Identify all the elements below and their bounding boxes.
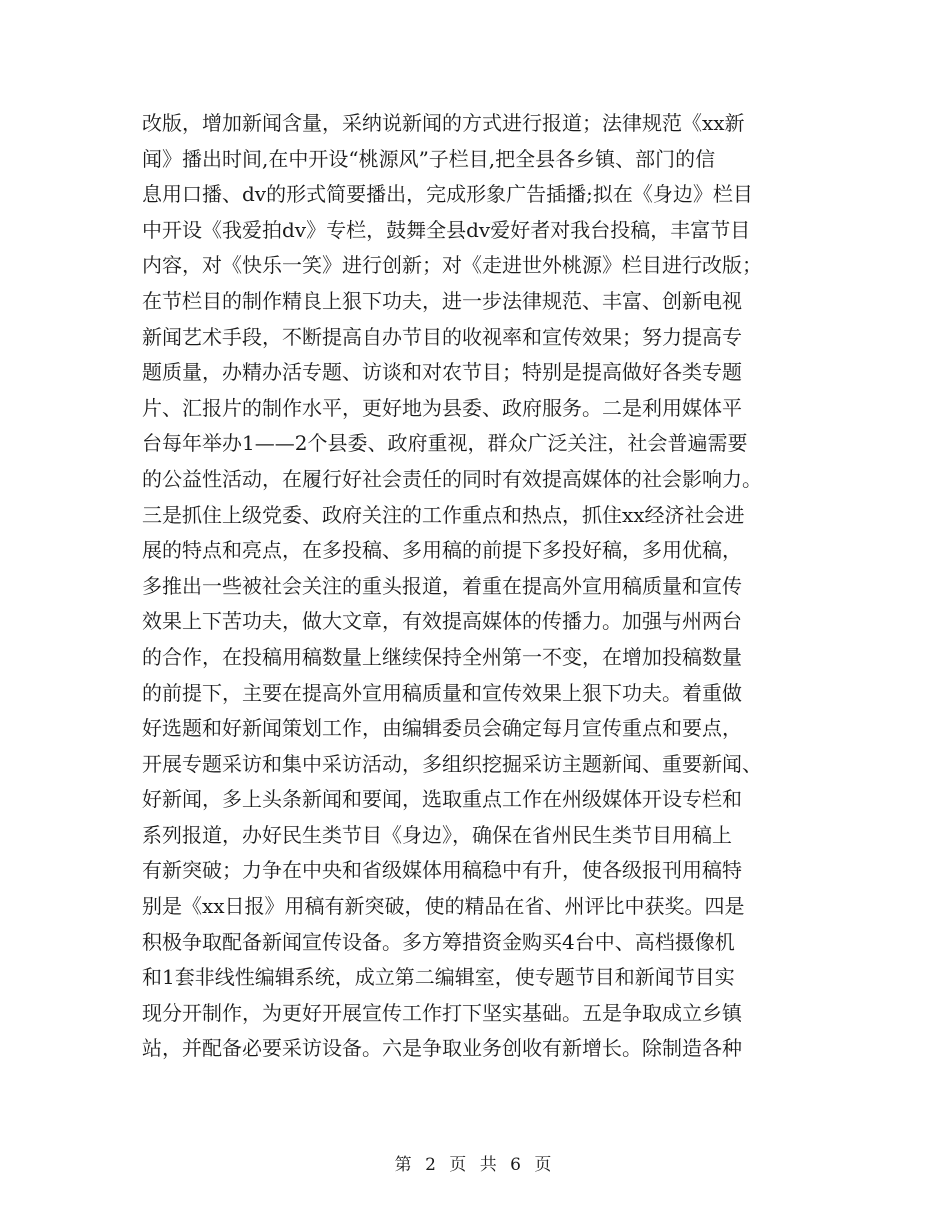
text-line: 台每年举办1——2个县委、政府重视，群众广泛关注，社会普遍需要 xyxy=(142,431,748,456)
text-line: 多推出一些被社会关注的重头报道，着重在提高外宣用稿质量和宣传 xyxy=(142,573,742,598)
text-line: 的公益性活动，在履行好社会责任的同时有效提高媒体的社会影响力。 xyxy=(142,466,762,491)
text-line: 开展专题采访和集中采访活动，多组织挖掘采访主题新闻、重要新闻、 xyxy=(142,751,762,776)
text-line: 站，并配备必要采访设备。六是争取业务创收有新增长。除制造各种 xyxy=(142,1036,742,1061)
body-text xyxy=(142,106,822,1067)
text-line: 别是《xx日报》用稿有新突破，使的精品在省、州评比中获奖。四是 xyxy=(142,894,745,919)
text-line: 系列报道，办好民生类节目《身边》，确保在省州民生类节目用稿上 xyxy=(142,822,732,847)
text-line: 中开设《我爱拍dv》专栏，鼓舞全县dv爱好者对我台投稿，丰富节目 xyxy=(142,217,751,242)
text-line: 息用口播、dv的形式简要播出，完成形象广告插播;拟在《身边》栏目 xyxy=(142,182,753,207)
text-line: 积极争取配备新闻宣传设备。多方筹措资金购买4台中、高档摄像机 xyxy=(142,929,735,954)
text-line: 三是抓住上级党委、政府关注的工作重点和热点，抓住xx经济社会进 xyxy=(142,502,745,527)
text-line: 好新闻，多上头条新闻和要闻，选取重点工作在州级媒体开设专栏和 xyxy=(142,787,742,812)
text-line: 改版，增加新闻含量，采纳说新闻的方式进行报道；法律规范《xx新 xyxy=(142,111,745,135)
text-line: 效果上下苦功夫，做大文章，有效提高媒体的传播力。加强与州两台 xyxy=(142,609,742,634)
text-line: 现分开制作，为更好开展宣传工作打下坚实基础。五是争取成立乡镇 xyxy=(142,1000,742,1025)
text-line: 好选题和好新闻策划工作，由编辑委员会确定每月宣传重点和要点， xyxy=(142,716,742,741)
text-line: 和1套非线性编辑系统，成立第二编辑室，使专题节目和新闻节目实 xyxy=(142,965,735,990)
text-line: 内容，对《快乐一笑》进行创新；对《走进世外桃源》栏目进行改版； xyxy=(142,253,762,278)
text-line: 闻》播出时间,在中开设“桃源风”子栏目,把全县各乡镇、部门的信 xyxy=(142,146,716,171)
text-line: 展的特点和亮点，在多投稿、多用稿的前提下多投好稿，多用优稿， xyxy=(142,538,742,563)
text-line: 题质量，办精办活专题、访谈和对农节目；特别是提高做好各类专题 xyxy=(142,360,742,385)
text-line: 在节栏目的制作精良上狠下功夫，进一步法律规范、丰富、创新电视 xyxy=(142,288,742,313)
text-line: 有新突破；力争在中央和省级媒体用稿稳中有升，使各级报刊用稿特 xyxy=(142,858,742,883)
text-line: 的前提下，主要在提高外宣用稿质量和宣传效果上狠下功夫。着重做 xyxy=(142,680,742,705)
text-line: 片、汇报片的制作水平，更好地为县委、政府服务。二是利用媒体平 xyxy=(142,395,742,420)
page-number-footer: 第 2 页 共 6 页 xyxy=(394,1155,556,1175)
text-line: 新闻艺术手段，不断提高自办节目的收视率和宣传效果；努力提高专 xyxy=(142,324,742,349)
text-line: 的合作，在投稿用稿数量上继续保持全州第一不变，在增加投稿数量 xyxy=(142,644,742,669)
